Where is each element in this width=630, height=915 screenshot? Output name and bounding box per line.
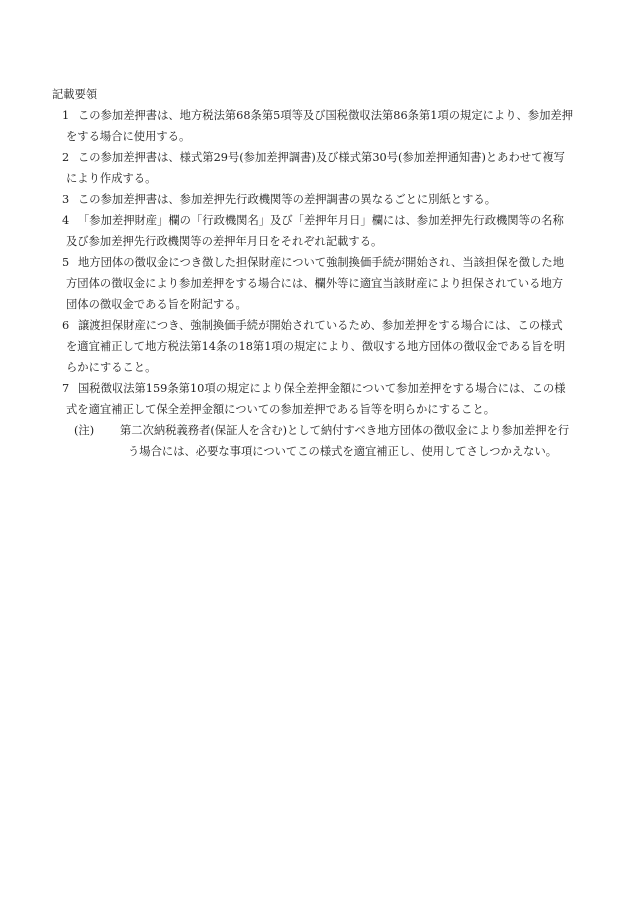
item-line: 団体の徴収金である旨を附記する。 bbox=[66, 298, 247, 311]
item-number: 2 bbox=[62, 151, 70, 164]
item-number: 1 bbox=[62, 109, 70, 122]
item-number: 6 bbox=[62, 319, 70, 332]
item-line: この参加差押書は、地方税法第68条第5項等及び国税徴収法第86条第1項の規定により、参加差押 bbox=[78, 109, 574, 122]
item-line: この参加差押書は、参加差押先行政機関等の差押調書の異なるごとに別紙とする。 bbox=[78, 193, 496, 206]
instruction-item bbox=[52, 189, 592, 210]
note-line: 第二次納税義務者(保証人を含む)として納付すべき地方団体の徴収金により参加差押を行 bbox=[120, 424, 570, 437]
item-line: を適宜補正して地方税法第14条の18第1項の規定により、徴収する地方団体の徴収金である旨を明 bbox=[66, 340, 566, 353]
note-label: (注) bbox=[74, 424, 95, 437]
instruction-item bbox=[52, 378, 592, 420]
item-line: 式を適宜補正して保全差押金額についての参加差押である旨等を明らかにすること。 bbox=[66, 403, 496, 416]
instruction-item bbox=[52, 252, 592, 315]
item-line: をする場合に使用する。 bbox=[66, 130, 191, 143]
item-number: 7 bbox=[62, 382, 70, 395]
document-heading: 記載要領 bbox=[52, 88, 98, 101]
item-line: 「参加差押財産」欄の「行政機関名」及び「差押年月日」欄には、参加差押先行政機関等の名称 bbox=[78, 214, 564, 227]
instruction-item bbox=[52, 210, 592, 252]
item-number: 4 bbox=[62, 214, 70, 227]
instruction-list bbox=[52, 105, 592, 420]
item-line: らかにすること。 bbox=[66, 361, 157, 374]
item-line: により作成する。 bbox=[66, 172, 157, 185]
item-line: この参加差押書は、様式第29号(参加差押調書)及び様式第30号(参加差押通知書)とあわせて複写 bbox=[78, 151, 565, 164]
item-line: 地方団体の徴収金につき徴した担保財産について強制換価手続が開始され、当該担保を徴した地 bbox=[78, 256, 564, 269]
item-line: 譲渡担保財産につき、強制換価手続が開始されているため、参加差押をする場合には、この様式 bbox=[78, 319, 563, 332]
instruction-item bbox=[52, 147, 592, 189]
item-number: 5 bbox=[62, 256, 70, 269]
document-body bbox=[52, 84, 592, 462]
note-line: う場合には、必要な事項についてこの様式を適宜補正し、使用してさしつかえない。 bbox=[128, 445, 558, 458]
instruction-item bbox=[52, 315, 592, 378]
item-line: 方団体の徴収金により参加差押をする場合には、欄外等に適宜当該財産により担保されている地方 bbox=[66, 277, 564, 290]
item-line: 及び参加差押先行政機関等の差押年月日をそれぞれ記載する。 bbox=[66, 235, 383, 248]
instruction-item bbox=[52, 105, 592, 147]
note bbox=[52, 420, 592, 462]
item-line: 国税徴収法第159条第10項の規定により保全差押金額について参加差押をする場合には、この様 bbox=[78, 382, 566, 395]
item-number: 3 bbox=[62, 193, 70, 206]
